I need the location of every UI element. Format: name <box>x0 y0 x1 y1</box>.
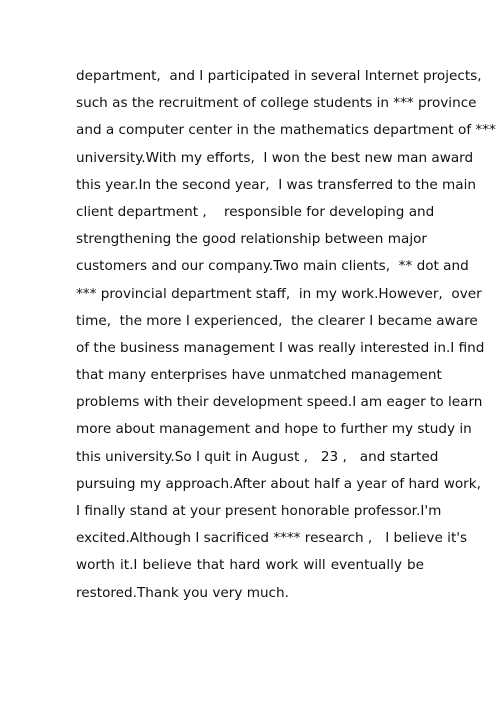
text-line: such as the recruitment of college students in *** province <box>76 95 477 112</box>
text-line: this year.In the second year, I was transferred to the main <box>76 176 476 193</box>
text-line: department, and I participated in several Internet projects, <box>76 68 482 84</box>
text-line: excited.Although I sacrificed **** research , I believe it's <box>76 530 468 547</box>
text-line: of the business management I was really interested in.I find <box>76 339 485 356</box>
text-line: *** provincial department staff, in my work.However, over <box>76 285 482 302</box>
text-line: customers and our company.Two main clients, ** dot and <box>76 258 469 275</box>
text-line: time, the more I experienced, the clearer I became aware <box>76 312 478 329</box>
text-line: worth it.I believe that hard work will eventually be <box>76 557 424 574</box>
text-line: strengthening the good relationship between major <box>76 231 428 248</box>
text-line: more about management and hope to further my study in <box>76 421 472 438</box>
text-line: university.With my efforts, I won the best new man award <box>76 149 474 166</box>
text-line: and a computer center in the mathematics department of *** <box>76 122 496 139</box>
text-line: pursuing my approach.After about half a year of hard work, <box>76 475 481 492</box>
text-line: I finally stand at your present honorable professor.I'm <box>76 503 442 519</box>
text-line: that many enterprises have unmatched management <box>76 367 442 384</box>
text-line: problems with their development speed.I am eager to learn <box>76 394 483 411</box>
text-line: client department , responsible for developing and <box>76 203 435 220</box>
text-line-last: restored.Thank you very much. <box>76 584 289 601</box>
body-text <box>76 63 496 607</box>
text-line: this university.So I quit in August , 23 , and started <box>76 448 439 465</box>
